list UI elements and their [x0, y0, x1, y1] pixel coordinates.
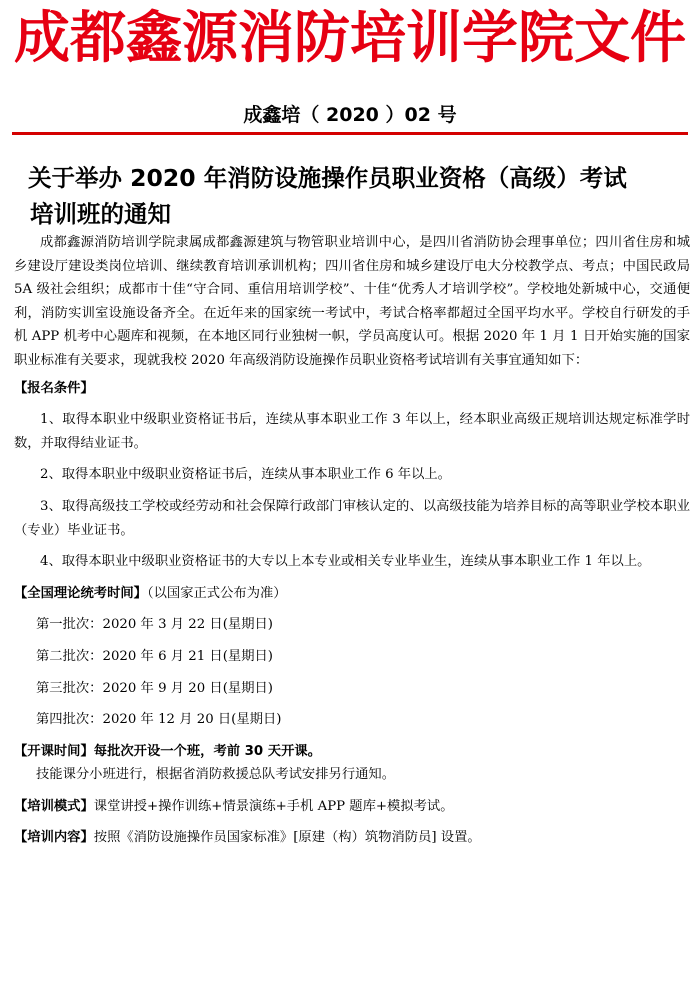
class-time-text: 每批次开设一个班，考前 30 天开课。 [93, 743, 321, 759]
exam-time-heading: 【全国理论统考时间】 [14, 585, 147, 601]
exam-batch-4: 第四批次：2020 年 12 月 20 日(星期日) [36, 712, 282, 728]
class-time-subnote: 技能课分小班进行，根据省消防救援总队考试安排另行通知。 [36, 767, 396, 783]
requirement-item-4: 4、取得本职业中级职业资格证书的大专以上本专业或相关专业毕业生，连续从事本职业工作 1 年以上。 [40, 554, 651, 570]
red-divider-line [12, 132, 688, 135]
exam-batch-1: 第一批次：2020 年 3 月 22 日(星期日) [36, 617, 273, 633]
exam-time-section [14, 582, 690, 606]
training-content-section [14, 826, 690, 850]
class-time-heading: 【开课时间】 [14, 743, 94, 759]
training-mode-text: 课堂讲授+操作训练+情景演练+手机 APP 题库+模拟考试。 [93, 798, 454, 814]
requirement-item-3: 3、取得高级技工学校或经劳动和社会保障行政部门审核认定的、以高级技能为培养目标的高等职业学校本职业（专业）毕业证书。 [14, 498, 690, 538]
org-masthead-title: 成都鑫源消防培训学院文件 [14, 6, 686, 71]
notice-title-line-2: 培训班的通知 [30, 200, 171, 228]
training-mode-section [14, 795, 690, 819]
intro-paragraph: 成都鑫源消防培训学院隶属成都鑫源建筑与物管职业培训中心，是四川省消防协会理事单位；四川省住房和城乡建设厅建设类岗位培训、继续教育培训承训机构；四川省住房和城乡建设厅电大分校教学点、考点；中国民政局 5A 级社会组织；成都市十佳“守合同、重信用培训学校”、十佳“优秀人才培训学校”。学校地处新城中心，交通便利，消防实训室设施设备齐全。在近年来的国家统一考试中，考试合格率都超过全国平均水平。学校自行研发的手机 APP 机考中心题库和视频，在本地区同行业独树一帜，学员高度认可。根据 2020 年 1 月 1 日开始实施的国家职业标准有关要求，现就我校 2020 年高级消防设施操作员职业资格考试培训有关事宜通知如下： [14, 235, 690, 368]
requirement-item-2: 2、取得本职业中级职业资格证书后，连续从事本职业工作 6 年以上。 [40, 467, 451, 483]
exam-batch-3: 第三批次：2020 年 9 月 20 日(星期日) [36, 680, 273, 696]
exam-time-note: （以国家正式公布为准） [146, 585, 287, 601]
training-content-heading: 【培训内容】 [14, 830, 94, 846]
document-number: 成鑫培（ 2020 ）02 号 [243, 104, 457, 126]
notice-body [14, 231, 690, 850]
requirement-item-1: 1、取得本职业中级职业资格证书后，连续从事本职业工作 3 年以上，经本职业高级正规培训达规定标准学时数，并取得结业证书。 [14, 412, 690, 451]
training-content-text: 按照《消防设施操作员国家标准》[原建（构）筑物消防员] 设置。 [93, 830, 481, 846]
requirements-heading: 【报名条件】 [14, 380, 94, 396]
class-time-section [14, 740, 690, 764]
notice-title-line-1: 关于举办 2020 年消防设施操作员职业资格（高级）考试 [28, 164, 627, 192]
exam-batch-2: 第二批次：2020 年 6 月 21 日(星期日) [36, 648, 273, 664]
training-mode-heading: 【培训模式】 [14, 798, 94, 814]
notice-title [28, 160, 688, 232]
